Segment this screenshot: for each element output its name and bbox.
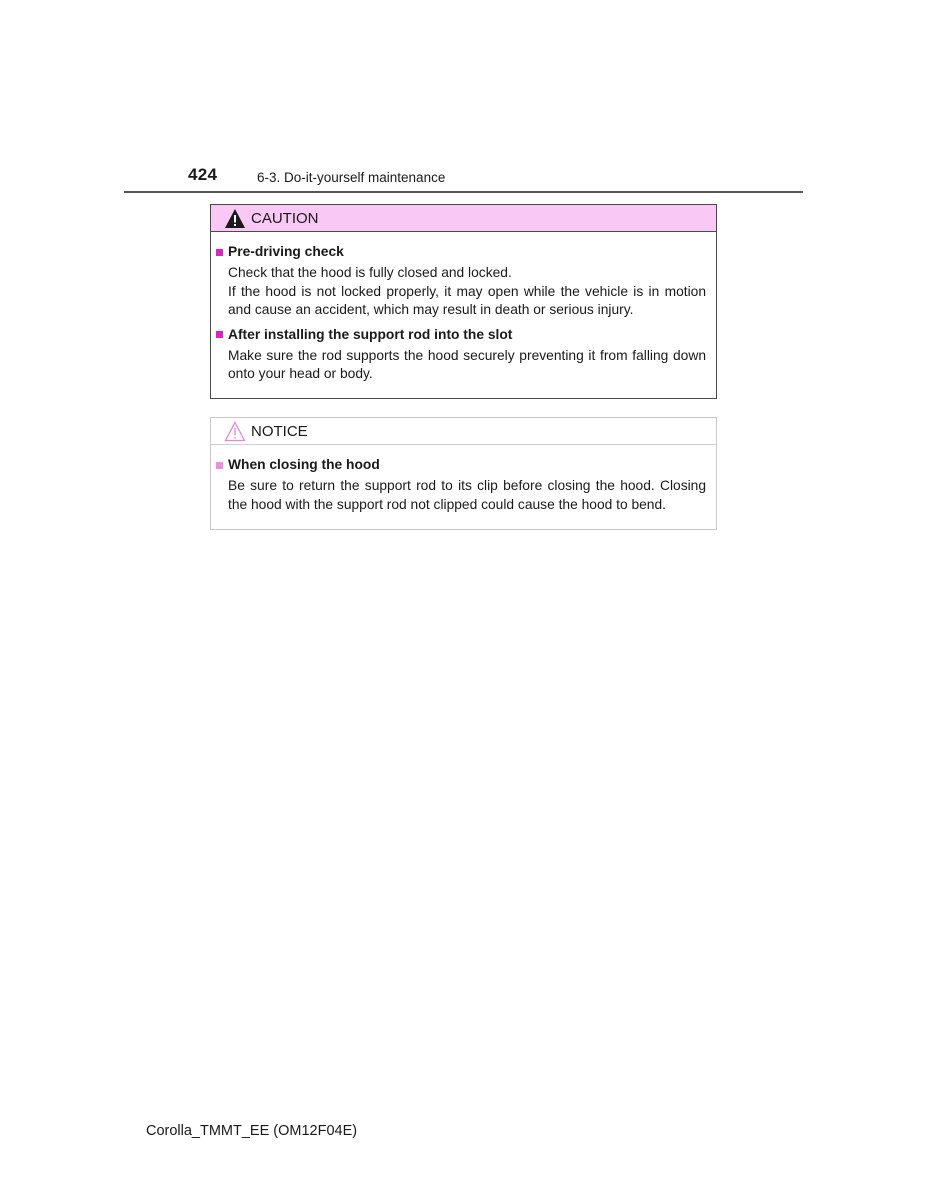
notice-header [211, 418, 716, 445]
paragraph: Make sure the rod supports the hood securely preventing it from falling down onto your head or body. [228, 347, 706, 381]
bullet-square-icon [216, 249, 223, 256]
header-rule [124, 191, 803, 193]
caution-item-text [228, 264, 706, 320]
caution-item-title-text: Pre-driving check [228, 244, 344, 259]
warning-triangle-outline-icon [224, 421, 246, 442]
caution-item-title-text: After installing the support rod into the slot [228, 326, 513, 342]
notice-box [210, 417, 717, 530]
paragraph: If the hood is not locked properly, it may open while the vehicle is in motion and cause an accident, which may result in death or serious injury. [228, 283, 706, 317]
caution-header [211, 205, 716, 232]
footer-doc-id: Corolla_TMMT_EE (OM12F04E) [146, 1123, 358, 1139]
page-number: 424 [188, 165, 218, 184]
caution-item-title [216, 243, 706, 261]
paragraph: Be sure to return the support rod to its clip before closing the hood. Closing the hood with the support rod not clipped could cause the hood to bend. [228, 478, 706, 512]
paragraph: Check that the hood is fully closed and locked. [228, 265, 512, 280]
caution-box [210, 204, 717, 399]
bullet-square-icon [216, 462, 223, 469]
notice-item-text [228, 477, 706, 514]
warning-triangle-icon [224, 208, 246, 229]
notice-item-title [216, 456, 706, 474]
caution-title: CAUTION [251, 209, 319, 227]
notice-item-title-text: When closing the hood [228, 457, 380, 472]
caution-item-title [216, 326, 706, 344]
notice-body [211, 445, 716, 514]
notice-title: NOTICE [251, 422, 308, 440]
bullet-square-icon [216, 331, 223, 338]
caution-body [211, 232, 716, 384]
section-title: 6-3. Do-it-yourself maintenance [257, 170, 446, 185]
caution-item-text [228, 347, 706, 384]
